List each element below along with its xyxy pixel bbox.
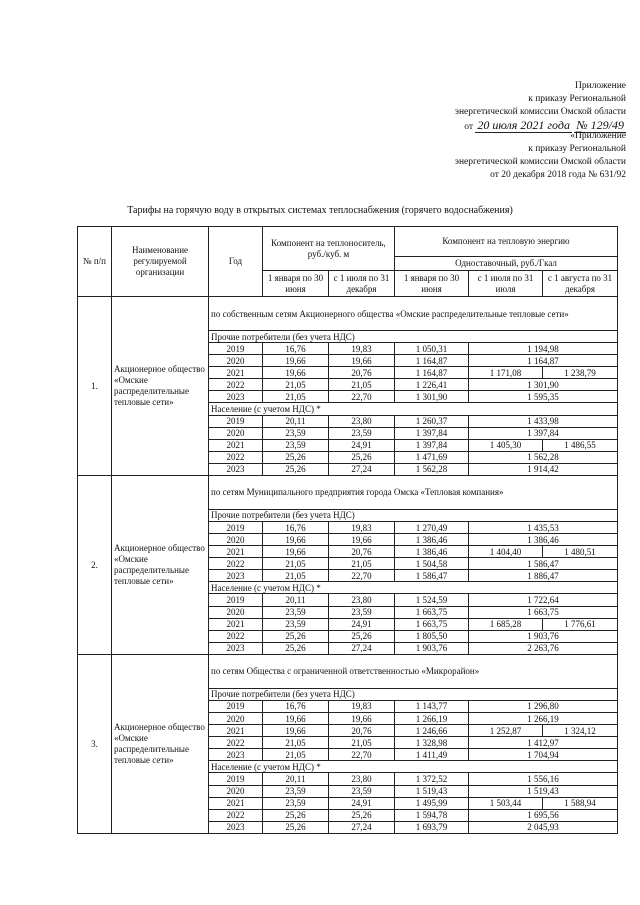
- carrier-h1-cell: 21,05: [263, 391, 329, 403]
- year-cell: 2023: [209, 821, 263, 833]
- carrier-h2-cell: 24,91: [329, 439, 395, 451]
- tariff-table: [77, 226, 618, 834]
- carrier-h1-cell: 20,11: [263, 594, 329, 606]
- carrier-h2-cell: 21,05: [329, 737, 395, 749]
- carrier-h1-cell: 19,66: [263, 546, 329, 558]
- consumer-group-label: Прочие потребители (без учета НДС): [209, 688, 618, 700]
- energy-july-cell: 1 171,08: [469, 367, 543, 379]
- energy-h1-cell: 1 301,90: [395, 391, 469, 403]
- energy-h1-cell: 1 143,77: [395, 700, 469, 712]
- energy-aug-dec-cell: 1 480,51: [543, 546, 618, 558]
- tariff-table-body: [78, 297, 618, 834]
- energy-h1-cell: 1 504,58: [395, 558, 469, 570]
- original-appendix-header: [455, 130, 626, 182]
- section-number: 2.: [78, 475, 112, 654]
- energy-h2-cell: 2 263,76: [469, 642, 618, 654]
- energy-h1-cell: 1 266,19: [395, 713, 469, 725]
- year-cell: 2020: [209, 785, 263, 797]
- year-cell: 2021: [209, 725, 263, 737]
- energy-h1-cell: 1 270,49: [395, 522, 469, 534]
- year-cell: 2022: [209, 809, 263, 821]
- energy-h2-cell: 1 562,28: [469, 451, 618, 463]
- period-header: с 1 июля по 31 декабря: [329, 271, 395, 297]
- energy-h1-cell: 1 562,28: [395, 463, 469, 475]
- carrier-h1-cell: 16,76: [263, 522, 329, 534]
- period-header: 1 января по 30 июня: [395, 271, 469, 297]
- energy-h2-cell: 1 397,84: [469, 427, 618, 439]
- energy-h1-cell: 1 693,79: [395, 821, 469, 833]
- col-rate-header: Одноставочный, руб./Гкал: [395, 257, 618, 271]
- energy-h1-cell: 1 663,75: [395, 618, 469, 630]
- year-cell: 2022: [209, 737, 263, 749]
- energy-h2-cell: 1 663,75: [469, 606, 618, 618]
- period-header: с 1 июля по 31 июля: [469, 271, 543, 297]
- year-cell: 2023: [209, 570, 263, 582]
- period-header: 1 января по 30 июня: [263, 271, 329, 297]
- year-cell: 2019: [209, 415, 263, 427]
- carrier-h2-cell: 27,24: [329, 463, 395, 475]
- carrier-h2-cell: 20,76: [329, 546, 395, 558]
- organization-name: Акционерное общество «Омские распределительные тепловые сети»: [112, 654, 209, 833]
- consumer-group-label: Население (с учетом НДС) *: [209, 582, 618, 594]
- carrier-h1-cell: 16,76: [263, 700, 329, 712]
- carrier-h1-cell: 25,26: [263, 451, 329, 463]
- carrier-h1-cell: 23,59: [263, 606, 329, 618]
- carrier-h1-cell: 21,05: [263, 570, 329, 582]
- year-cell: 2022: [209, 630, 263, 642]
- year-cell: 2021: [209, 546, 263, 558]
- carrier-h2-cell: 22,70: [329, 391, 395, 403]
- year-cell: 2020: [209, 355, 263, 367]
- energy-h2-cell: 1 704,94: [469, 749, 618, 761]
- header-line: к приказу Региональной: [528, 94, 626, 104]
- energy-july-cell: 1 405,30: [469, 439, 543, 451]
- energy-h1-cell: 1 260,37: [395, 415, 469, 427]
- energy-h2-cell: 1 433,98: [469, 415, 618, 427]
- energy-h1-cell: 1 594,78: [395, 809, 469, 821]
- carrier-h2-cell: 21,05: [329, 379, 395, 391]
- year-cell: 2022: [209, 451, 263, 463]
- col-energy-header: Компонент на тепловую энергию: [395, 227, 618, 257]
- energy-h1-cell: 1 411,49: [395, 749, 469, 761]
- section-number: 3.: [78, 654, 112, 833]
- carrier-h1-cell: 20,11: [263, 773, 329, 785]
- carrier-h1-cell: 19,66: [263, 355, 329, 367]
- organization-name: Акционерное общество «Омские распределительные тепловые сети»: [112, 475, 209, 654]
- year-cell: 2019: [209, 773, 263, 785]
- carrier-h2-cell: 19,66: [329, 534, 395, 546]
- energy-h2-cell: 1 266,19: [469, 713, 618, 725]
- carrier-h2-cell: 19,83: [329, 700, 395, 712]
- col-carrier-header: Компонент на теплоноситель, руб./куб. м: [263, 227, 395, 271]
- carrier-h1-cell: 19,66: [263, 725, 329, 737]
- header-line: к приказу Региональной: [528, 144, 626, 154]
- carrier-h2-cell: 22,70: [329, 570, 395, 582]
- year-cell: 2021: [209, 439, 263, 451]
- energy-h2-cell: 1 722,64: [469, 594, 618, 606]
- carrier-h1-cell: 16,76: [263, 343, 329, 355]
- carrier-h2-cell: 27,24: [329, 821, 395, 833]
- header-line: энергетической комиссии Омской области: [454, 157, 626, 167]
- year-cell: 2020: [209, 606, 263, 618]
- carrier-h1-cell: 21,05: [263, 558, 329, 570]
- energy-h2-cell: 1 519,43: [469, 785, 618, 797]
- document-title: Тарифы на горячую воду в открытых системах теплоснабжения (горячего водоснабжения): [127, 205, 513, 216]
- energy-h1-cell: 1 397,84: [395, 439, 469, 451]
- carrier-h2-cell: 20,76: [329, 725, 395, 737]
- energy-h2-cell: 1 386,46: [469, 534, 618, 546]
- energy-h1-cell: 1 471,69: [395, 451, 469, 463]
- carrier-h2-cell: 27,24: [329, 642, 395, 654]
- col-num-header: № п/п: [78, 227, 112, 297]
- carrier-h2-cell: 25,26: [329, 451, 395, 463]
- energy-h2-cell: 2 045,93: [469, 821, 618, 833]
- carrier-h2-cell: 22,70: [329, 749, 395, 761]
- consumer-group-label: Население (с учетом НДС) *: [209, 403, 618, 415]
- energy-h1-cell: 1 164,87: [395, 355, 469, 367]
- section-number: 1.: [78, 297, 112, 476]
- carrier-h1-cell: 20,11: [263, 415, 329, 427]
- header-prefix: от: [464, 122, 474, 132]
- carrier-h1-cell: 19,66: [263, 713, 329, 725]
- network-row: [78, 297, 618, 331]
- energy-aug-dec-cell: 1 238,79: [543, 367, 618, 379]
- carrier-h2-cell: 19,83: [329, 343, 395, 355]
- col-org-header: Наименование регулируемой организации: [112, 227, 209, 297]
- carrier-h2-cell: 23,59: [329, 427, 395, 439]
- carrier-h1-cell: 23,59: [263, 439, 329, 451]
- year-cell: 2022: [209, 379, 263, 391]
- year-cell: 2019: [209, 343, 263, 355]
- year-cell: 2021: [209, 367, 263, 379]
- energy-h1-cell: 1 586,47: [395, 570, 469, 582]
- carrier-h1-cell: 19,66: [263, 367, 329, 379]
- energy-h2-cell: 1 194,98: [469, 343, 618, 355]
- year-cell: 2020: [209, 427, 263, 439]
- energy-h1-cell: 1 372,52: [395, 773, 469, 785]
- carrier-h2-cell: 19,66: [329, 355, 395, 367]
- carrier-h2-cell: 25,26: [329, 630, 395, 642]
- header-line: энергетической комиссии Омской области: [454, 107, 626, 117]
- carrier-h2-cell: 25,26: [329, 809, 395, 821]
- carrier-h1-cell: 21,05: [263, 379, 329, 391]
- year-cell: 2023: [209, 749, 263, 761]
- year-cell: 2022: [209, 558, 263, 570]
- carrier-h2-cell: 23,59: [329, 606, 395, 618]
- carrier-h2-cell: 23,59: [329, 785, 395, 797]
- carrier-h2-cell: 23,80: [329, 594, 395, 606]
- carrier-h2-cell: 24,91: [329, 797, 395, 809]
- carrier-h1-cell: 21,05: [263, 737, 329, 749]
- energy-july-cell: 1 252,87: [469, 725, 543, 737]
- energy-aug-dec-cell: 1 324,12: [543, 725, 618, 737]
- energy-h1-cell: 1 519,43: [395, 785, 469, 797]
- energy-h2-cell: 1 301,90: [469, 379, 618, 391]
- year-cell: 2019: [209, 700, 263, 712]
- carrier-h2-cell: 20,76: [329, 367, 395, 379]
- consumer-group-label: Прочие потребители (без учета НДС): [209, 509, 618, 521]
- carrier-h1-cell: 25,26: [263, 463, 329, 475]
- period-header: с 1 августа по 31 декабря: [543, 271, 618, 297]
- carrier-h2-cell: 23,80: [329, 773, 395, 785]
- year-cell: 2020: [209, 534, 263, 546]
- network-name: по сетям Муниципального предприятия города Омска «Тепловая компания»: [209, 475, 618, 509]
- carrier-h1-cell: 25,26: [263, 809, 329, 821]
- network-name: по собственным сетям Акционерного общества «Омские распределительные тепловые сети»: [209, 297, 618, 331]
- energy-h1-cell: 1 050,31: [395, 343, 469, 355]
- energy-h2-cell: 1 903,76: [469, 630, 618, 642]
- carrier-h2-cell: 19,83: [329, 522, 395, 534]
- year-cell: 2019: [209, 594, 263, 606]
- energy-h2-cell: 1 595,35: [469, 391, 618, 403]
- year-cell: 2023: [209, 391, 263, 403]
- energy-h1-cell: 1 164,87: [395, 367, 469, 379]
- year-cell: 2019: [209, 522, 263, 534]
- header-line: «Приложение: [570, 131, 626, 141]
- carrier-h1-cell: 23,59: [263, 618, 329, 630]
- energy-july-cell: 1 404,40: [469, 546, 543, 558]
- energy-h1-cell: 1 524,59: [395, 594, 469, 606]
- year-cell: 2023: [209, 463, 263, 475]
- network-row: [78, 654, 618, 688]
- energy-h2-cell: 1 164,87: [469, 355, 618, 367]
- energy-h1-cell: 1 226,41: [395, 379, 469, 391]
- carrier-h2-cell: 19,66: [329, 713, 395, 725]
- header-line: Приложение: [575, 81, 626, 91]
- energy-h1-cell: 1 386,46: [395, 546, 469, 558]
- year-cell: 2020: [209, 713, 263, 725]
- year-cell: 2023: [209, 642, 263, 654]
- carrier-h2-cell: 24,91: [329, 618, 395, 630]
- carrier-h1-cell: 25,26: [263, 642, 329, 654]
- energy-h1-cell: 1 903,76: [395, 642, 469, 654]
- handwritten-number: № 129/49: [576, 118, 624, 132]
- energy-july-cell: 1 503,44: [469, 797, 543, 809]
- energy-h1-cell: 1 397,84: [395, 427, 469, 439]
- energy-july-cell: 1 685,28: [469, 618, 543, 630]
- energy-h2-cell: 1 586,47: [469, 558, 618, 570]
- handwritten-date: 20 июля 2021 года: [477, 118, 570, 132]
- carrier-h2-cell: 23,80: [329, 415, 395, 427]
- network-row: [78, 475, 618, 509]
- energy-aug-dec-cell: 1 588,94: [543, 797, 618, 809]
- network-name: по сетям Общества с ограниченной ответственностью «Микрорайон»: [209, 654, 618, 688]
- energy-aug-dec-cell: 1 486,55: [543, 439, 618, 451]
- carrier-h2-cell: 21,05: [329, 558, 395, 570]
- energy-h2-cell: 1 556,16: [469, 773, 618, 785]
- energy-h2-cell: 1 695,56: [469, 809, 618, 821]
- energy-h2-cell: 1 412,97: [469, 737, 618, 749]
- energy-aug-dec-cell: 1 776,61: [543, 618, 618, 630]
- energy-h1-cell: 1 495,99: [395, 797, 469, 809]
- carrier-h1-cell: 19,66: [263, 534, 329, 546]
- order-header: [455, 80, 626, 134]
- year-cell: 2021: [209, 797, 263, 809]
- consumer-group-label: Население (с учетом НДС) *: [209, 761, 618, 773]
- carrier-h1-cell: 25,26: [263, 821, 329, 833]
- energy-h1-cell: 1 246,66: [395, 725, 469, 737]
- carrier-h1-cell: 23,59: [263, 785, 329, 797]
- energy-h1-cell: 1 805,50: [395, 630, 469, 642]
- energy-h2-cell: 1 914,42: [469, 463, 618, 475]
- energy-h1-cell: 1 386,46: [395, 534, 469, 546]
- carrier-h1-cell: 23,59: [263, 427, 329, 439]
- energy-h2-cell: 1 435,53: [469, 522, 618, 534]
- energy-h1-cell: 1 328,98: [395, 737, 469, 749]
- carrier-h1-cell: 25,26: [263, 630, 329, 642]
- energy-h2-cell: 1 886,47: [469, 570, 618, 582]
- consumer-group-label: Прочие потребители (без учета НДС): [209, 331, 618, 343]
- col-year-header: Год: [209, 227, 263, 297]
- year-cell: 2021: [209, 618, 263, 630]
- carrier-h1-cell: 21,05: [263, 749, 329, 761]
- energy-h2-cell: 1 296,80: [469, 700, 618, 712]
- carrier-h1-cell: 23,59: [263, 797, 329, 809]
- header-line: от 20 декабря 2018 года № 631/92: [490, 170, 626, 180]
- energy-h1-cell: 1 663,75: [395, 606, 469, 618]
- organization-name: Акционерное общество «Омские распределительные тепловые сети»: [112, 297, 209, 476]
